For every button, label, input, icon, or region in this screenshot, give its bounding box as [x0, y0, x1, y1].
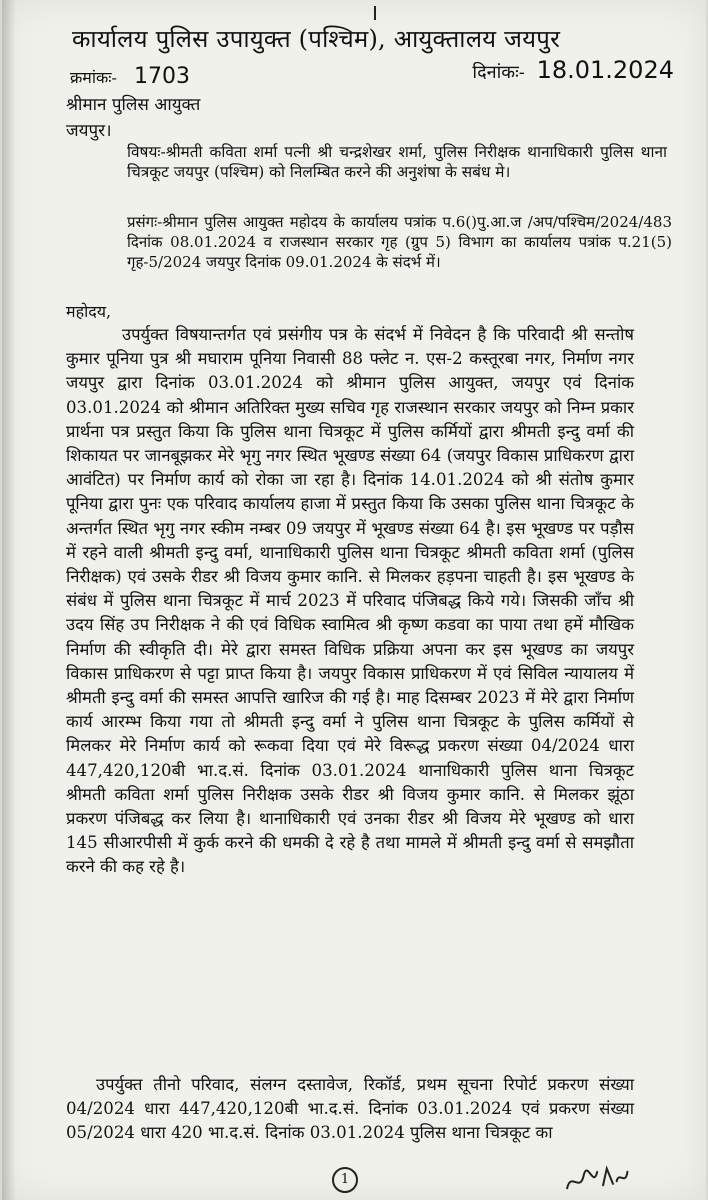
handwritten-initials — [560, 1155, 634, 1200]
page-shadow — [2, 0, 16, 1200]
document-page — [2, 0, 706, 1200]
body-paragraph-2: उपर्युक्त तीनो परिवाद, संलग्न दस्तावेज, रिकॉर्ड, प्रथम सूचना रिपोर्ट प्रकरण संख्या 04/2024 धारा 447,420,120बी भा.द.सं. दिनांक 03.01.2024 एवं प्रकरण संख्या 05/2024 धारा 420 भा.द.सं. दिनांक 03.01.2024 पुलिस थाना चित्रकूट का — [66, 1075, 634, 1143]
reference-number — [70, 64, 190, 89]
punch-mark — [374, 6, 376, 20]
salutation: महोदय, — [66, 302, 112, 321]
body-paragraph-1: उपर्युक्त विषयान्तर्गत एवं प्रसंगीय पत्र के संदर्भ में निवेदन है कि परिवादी श्री सन्तोष कुमार पूनिया पुत्र श्री मघाराम पूनिया निवासी 88 फ्लेट न. एस-2 कस्तूरबा नगर, निर्माण नगर जयपुर द्वारा दिनांक 03.01.2024 को श्रीमान पुलिस आयुक्त, जयपुर एवं दिनांक 03.01.2024 को श्रीमान अतिरिक्त मुख्य सचिव गृह राजस्थान सरकार जयपुर को निम्न प्रकार प्रार्थना पत्र प्रस्तुत किया कि पुलिस थाना चित्रकूट में पुलिस कर्मियों द्वारा श्रीमती इन्दु वर्मा की शिकायत पर जानबूझकर मेरे भृगु नगर स्थित भूखण्ड संख्या 64 (जयपुर विकास प्राधिकरण द्वारा आवंटित) पर निर्माण कार्य को रोका जा रहा है। दिनांक 14.01.2024 को श्री संतोष कुमार पूनिया द्वारा पुनः एक परिवाद कार्यालय हाजा में प्रस्तुत किया कि उसका पुलिस थाना चित्रकूट के अन्तर्गत स्थित भृगु नगर स्कीम नम्बर 09 जयपुर में भूखण्ड संख्या 64 है। इस भूखण्ड पर पड़ौस में रहने वाली श्रीमती इन्दु वर्मा, थानाधिकारी पुलिस थाना चित्रकूट श्रीमती कविता शर्मा (पुलिस निरीक्षक) एवं उसके रीडर श्री विजय कुमार कानि. से मिलकर हड़पना चाहती है। इस भूखण्ड के संबंध में पुलिस थाना चित्रकूट में मार्च 2023 में परिवाद पंजिबद्ध किये गये। जिसकी जाँच श्री उदय सिंह उप निरीक्षक ने की एवं विधिक स्वामित्व श्री कृष्ण कडवा का पाया तथा हमें मौखिक निर्माण की स्वीकृति दी। मेरे द्वारा समस्त विधिक प्रक्रिया अपना कर इस भूखण्ड का जयपुर विकास प्राधिकरण से पट्टा प्राप्त किया है। जयपुर विकास प्राधिकरण में एवं सिविल न्यायालय में श्रीमती इन्दु वर्मा की समस्त आपत्ति खारिज की गई है। माह दिसम्बर 2023 में मेरे द्वारा निर्माण कार्य आरम्भ किया गया तो श्रीमती इन्दु वर्मा ने पुलिस थाना चित्रकूट के पुलिस कर्मियों से मिलकर मेरे निर्माण कार्य को रूकवा दिया एवं मेरे विरूद्ध प्रकरण संख्या 04/2024 धारा 447,420,120बी भा.द.सं. दिनांक 03.01.2024 थानाधिकारी पुलिस थाना चित्रकूट श्रीमती कविता शर्मा पुलिस निरीक्षक उसके रीडर श्री विजय कुमार कानि. से मिलकर झूंठा प्रकरण पंजिबद्ध कर लिया है। थानाधिकारी एवं उनका रीडर श्री विजय मेरे भूखण्ड को धारा 145 सीआरपीसी में कुर्क करने की धमकी दे रहे है तथा मामले में श्रीमती इन्दु वर्मा से समझौता करने की कह रहे है। — [66, 325, 634, 877]
office-title: कार्यालय पुलिस उपायुक्त (पश्चिम), आयुक्तालय जयपुर — [72, 25, 561, 53]
addressee-line-1: श्रीमान पुलिस आयुक्त — [66, 95, 201, 115]
ref-number-handwritten: 1703 — [134, 64, 191, 89]
reference-block: प्रसंगः-श्रीमान पुलिस आयुक्त महोदय के कार्यालय पत्रांक प.6()पु.आ.ज /अप/पश्चिम/2024/483 दिनांक 08.01.2024 व राजस्थान सरकार गृह (ग्रुप 5) विभाग का कार्यालय पत्रांक प.21(5) गृह-5/2024 जयपुर दिनांक 09.01.2024 के संदर्भ में। — [127, 213, 672, 271]
ref-label: क्रमांकः- — [70, 68, 117, 87]
date-label: दिनांकः- — [472, 62, 525, 83]
addressee-line-2: जयपुर। — [66, 121, 112, 141]
subject-block: विषयः-श्रीमती कविता शर्मा पत्नी श्री चन्द्रशेखर शर्मा, पुलिस निरीक्षक थानाधिकारी पुलिस थाना चित्रकूट जयपुर (पश्चिम) को निलम्बित करने की अनुशंषा के सबंध मे। — [127, 143, 667, 181]
date-handwritten: 18.01.2024 — [536, 56, 674, 84]
letter-date — [472, 56, 674, 84]
page-number: 1 — [332, 1167, 358, 1193]
